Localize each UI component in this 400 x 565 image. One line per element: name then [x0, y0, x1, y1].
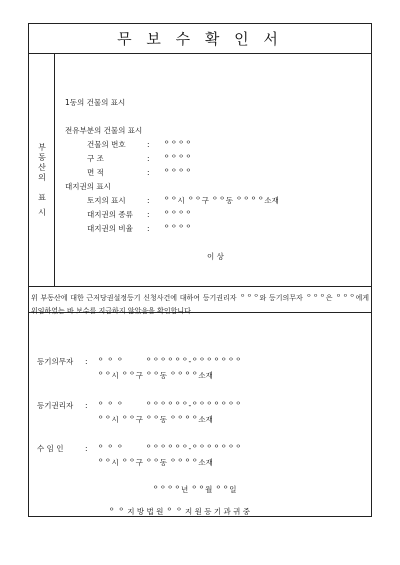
obligor-label: 등기의무자: [37, 357, 74, 366]
land-right-heading: 대지권의 표시: [65, 182, 111, 191]
holder-colon: :: [85, 401, 88, 410]
building-number-value: ᄋᄋᄋᄋ: [163, 140, 192, 149]
side-label-char: 산: [38, 163, 46, 172]
side-label-char: 부: [38, 143, 46, 152]
confirmation-text: 위 부동산에 대한 근저당권설정등기 신청사건에 대하여 등기권리자 ᄋᄋᄋ와 등기의무자 ᄋᄋᄋ은 ᄋᄋᄋ에게 위임하였는 바 보수를 지급하지 않았음을 확인합니다.: [31, 294, 369, 315]
building-number-colon: :: [147, 140, 150, 149]
court-recipient: ᄋ ᄋ 지 방 법 원 ᄋ ᄋ 지 원 등 기 과 귀 중: [108, 507, 251, 516]
land-ratio-value: ᄋᄋᄋᄋ: [163, 224, 192, 233]
property-body: [55, 54, 371, 286]
area-label: 면 적: [87, 168, 104, 177]
area-value: ᄋᄋᄋᄋ: [163, 168, 192, 177]
land-type-value: ᄋᄋᄋᄋ: [163, 210, 192, 219]
land-value: ᄋᄋ시 ᄋᄋ구 ᄋᄋ동 ᄋᄋᄋᄋ소재: [163, 196, 279, 205]
obligor-address: ᄋᄋ시 ᄋᄋ구 ᄋᄋ동 ᄋᄋᄋᄋ소재: [97, 371, 213, 380]
land-type-colon: :: [147, 210, 150, 219]
delegate-address: ᄋᄋ시 ᄋᄋ구 ᄋᄋ동 ᄋᄋᄋᄋ소재: [97, 458, 213, 467]
structure-label: 구 조: [87, 154, 104, 163]
side-label-char: 표: [38, 193, 46, 202]
land-ratio-label: 대지권의 비율: [87, 224, 133, 233]
exclusive-part-heading: 전유부분의 건물의 표시: [65, 126, 143, 135]
document-date: ᄋᄋᄋᄋ년 ᄋᄋ월 ᄋᄋ일: [152, 485, 237, 494]
delegate-label: 수 임 인: [37, 444, 64, 453]
structure-colon: :: [147, 154, 150, 163]
land-type-label: 대지권의 종류: [87, 210, 133, 219]
holder-name: ᄋ ᄋ ᄋ: [97, 401, 124, 410]
holder-label: 등기권리자: [37, 401, 74, 410]
delegate-colon: :: [85, 444, 88, 453]
building-heading: 1동의 건물의 표시: [65, 98, 126, 107]
obligor-name: ᄋ ᄋ ᄋ: [97, 357, 124, 366]
side-label-char: 의: [38, 173, 46, 182]
end-mark: 이 상: [207, 252, 224, 261]
delegate-id: ᄋᄋᄋᄋᄋᄋ-ᄋᄋᄋᄋᄋᄋᄋ: [145, 444, 242, 453]
document-frame: [28, 23, 372, 517]
obligor-id: ᄋᄋᄋᄋᄋᄋ-ᄋᄋᄋᄋᄋᄋᄋ: [145, 357, 242, 366]
building-number-label: 건물의 번호: [87, 140, 126, 149]
confirmation-section: [29, 287, 371, 313]
structure-value: ᄋᄋᄋᄋ: [163, 154, 192, 163]
obligor-colon: :: [85, 357, 88, 366]
side-label-char: 동: [38, 153, 46, 162]
property-side-label: [29, 54, 55, 286]
land-colon: :: [147, 196, 150, 205]
land-label: 토지의 표시: [87, 196, 126, 205]
area-colon: :: [147, 168, 150, 177]
delegate-name: ᄋ ᄋ ᄋ: [97, 444, 124, 453]
property-section: [29, 54, 371, 287]
side-label-char: 시: [38, 208, 46, 217]
land-ratio-colon: :: [147, 224, 150, 233]
parties-section: [29, 313, 371, 518]
holder-address: ᄋᄋ시 ᄋᄋ구 ᄋᄋ동 ᄋᄋᄋᄋ소재: [97, 415, 213, 424]
document-title: 무 보 수 확 인 서: [29, 24, 371, 54]
holder-id: ᄋᄋᄋᄋᄋᄋ-ᄋᄋᄋᄋᄋᄋᄋ: [145, 401, 242, 410]
